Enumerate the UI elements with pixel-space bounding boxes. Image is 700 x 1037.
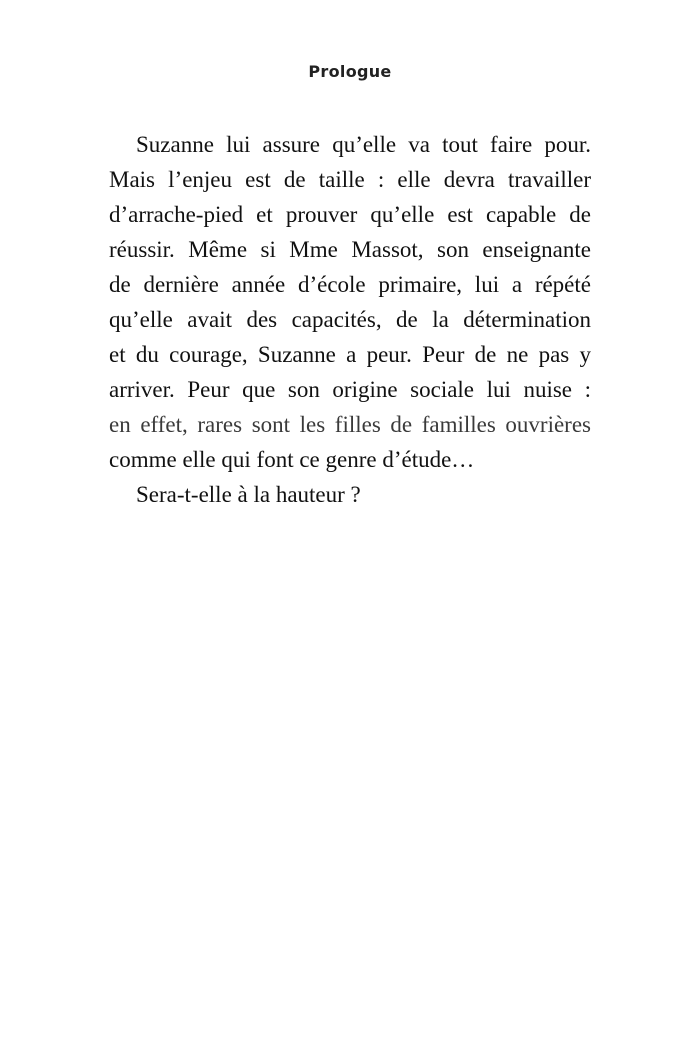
body-text <box>109 127 591 512</box>
running-head: Prologue <box>308 62 392 81</box>
paragraph-line: et du courage, Suzanne a peur. Peur de ne pas y <box>109 342 591 367</box>
paragraph-line: comme elle qui font ce genre d’étude… <box>109 447 475 472</box>
paragraph-line: arriver. Peur que son origine sociale lui nuise : <box>109 377 591 402</box>
paragraph-line: qu’elle avait des capacités, de la détermination <box>109 307 591 332</box>
paragraph-1 <box>109 127 591 477</box>
paragraph-line: Mais l’enjeu est de taille : elle devra travailler <box>109 167 591 192</box>
paragraph-line: réussir. Même si Mme Massot, son enseignante <box>109 237 591 262</box>
paragraph-line: Sera-t-elle à la hauteur ? <box>136 482 361 507</box>
paragraph-line: d’arrache-pied et prouver qu’elle est capable de <box>109 202 591 227</box>
paragraph-line: en effet, rares sont les filles de familles ouvrières <box>109 412 591 437</box>
paragraph-2 <box>109 477 591 512</box>
paragraph-line: Suzanne lui assure qu’elle va tout faire pour. <box>136 132 591 157</box>
paragraph-line: de dernière année d’école primaire, lui a répété <box>109 272 591 297</box>
